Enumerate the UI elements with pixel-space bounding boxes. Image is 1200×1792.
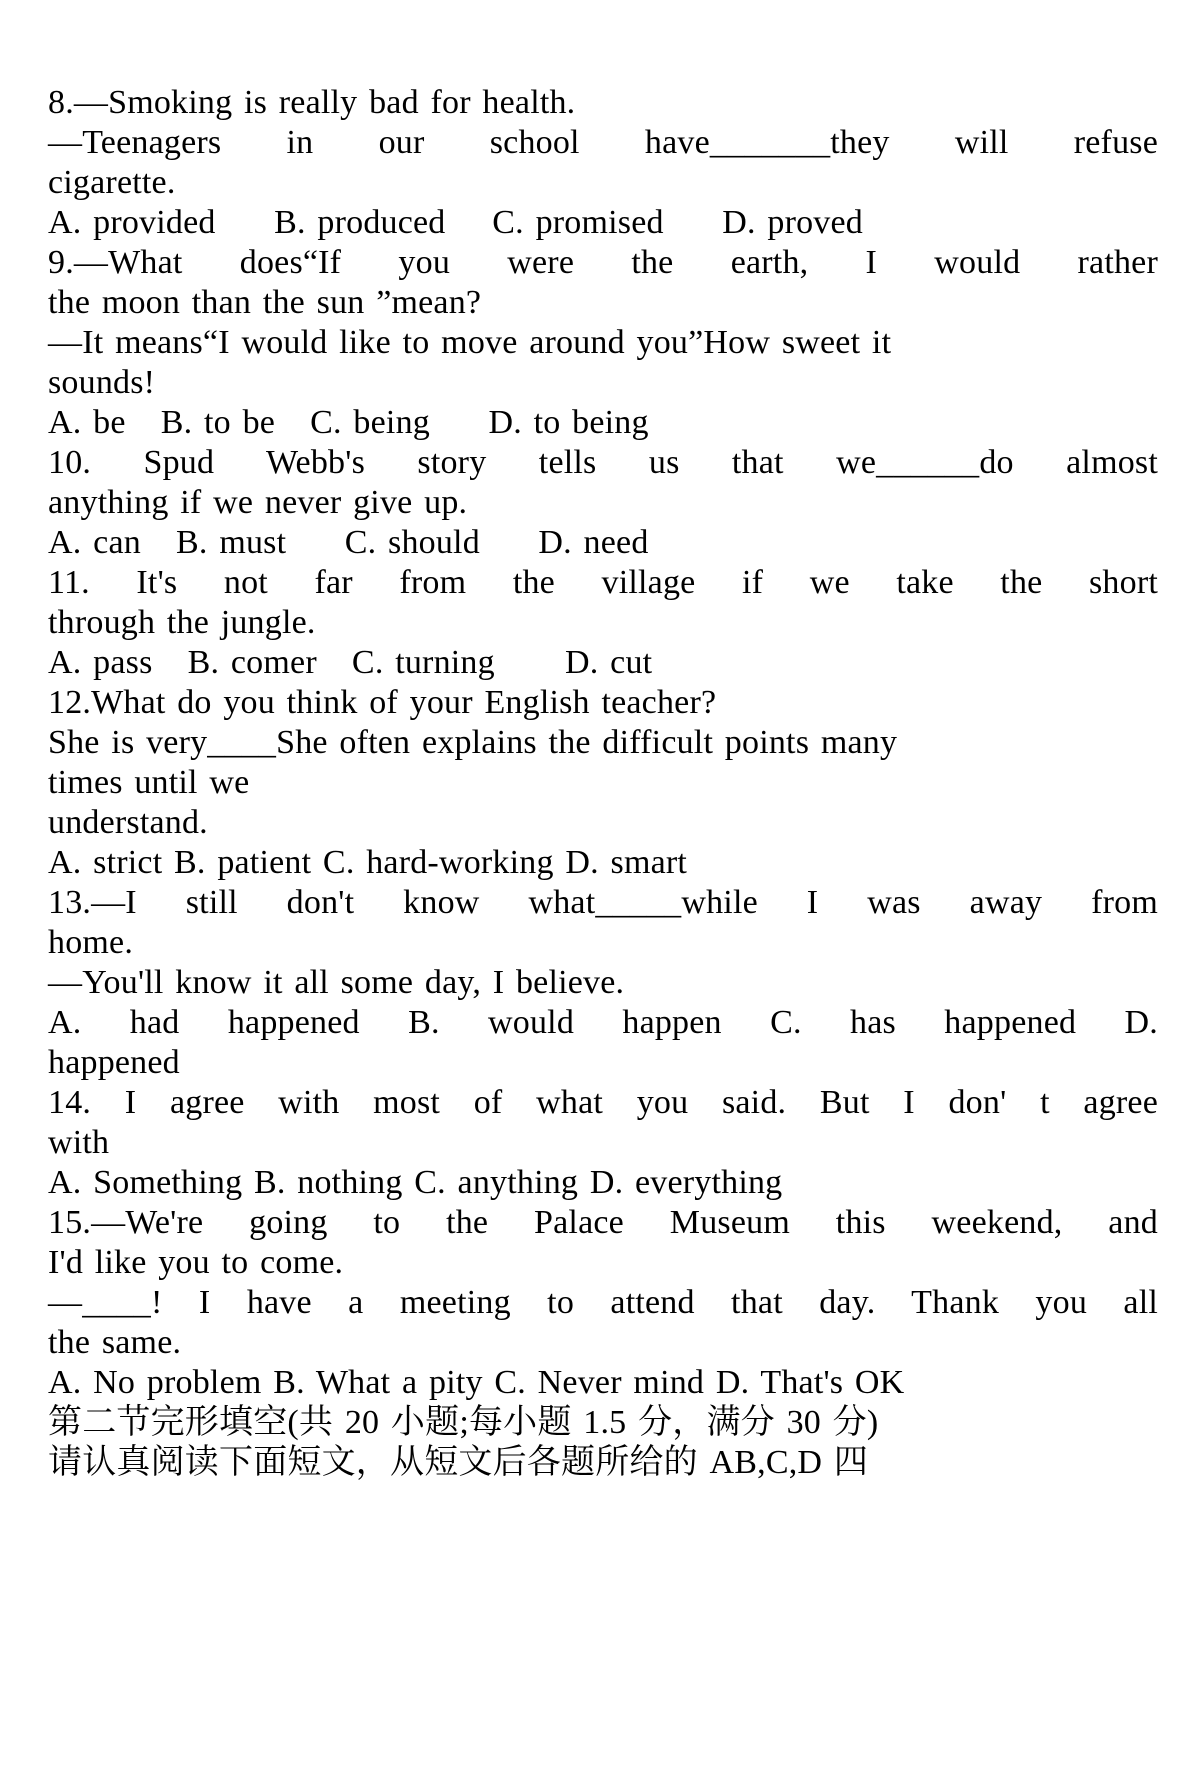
text-line: 9.—What does“If you were the earth, I would rather xyxy=(48,244,1158,281)
text-line: 13.—I still don't know what_____while I was away from xyxy=(48,884,1158,921)
text-line: understand. xyxy=(48,804,208,841)
text-line: 11. It's not far from the village if we take the short xyxy=(48,564,1158,601)
text-line: I'd like you to come. xyxy=(48,1244,344,1281)
text-line: times until we xyxy=(48,764,250,801)
text-line: 12.What do you think of your English teacher? xyxy=(48,684,717,721)
text-line: home. xyxy=(48,924,134,961)
text-line: A. can B. must C. should D. need xyxy=(48,524,649,561)
text-line: A. be B. to be C. being D. to being xyxy=(48,404,649,441)
text-line: 请认真阅读下面短文，从短文后各题所给的 AB,C,D 四 xyxy=(48,1444,869,1481)
text-line: 15.—We're going to the Palace Museum this weekend, and xyxy=(48,1204,1158,1241)
text-line: —____! I have a meeting to attend that day. Thank you all xyxy=(48,1284,1158,1321)
text-line: A. No problem B. What a pity C. Never mind D. That's OK xyxy=(48,1364,905,1401)
text-line: the moon than the sun ”mean? xyxy=(48,284,482,321)
document-body xyxy=(48,83,1158,1483)
text-line: A. strict B. patient C. hard-working D. smart xyxy=(48,844,688,881)
text-line: —Teenagers in our school have_______they will refuse xyxy=(48,124,1158,161)
text-line: the same. xyxy=(48,1324,182,1361)
text-line: 10. Spud Webb's story tells us that we______do almost xyxy=(48,444,1158,481)
text-line: anything if we never give up. xyxy=(48,484,468,521)
text-line: happened xyxy=(48,1044,180,1081)
text-line: A. Something B. nothing C. anything D. everything xyxy=(48,1164,783,1201)
text-line: cigarette. xyxy=(48,164,176,201)
text-line: A. had happened B. would happen C. has happened D. xyxy=(48,1004,1158,1041)
text-line: —It means“I would like to move around you”How sweet it xyxy=(48,324,892,361)
text-line: through the jungle. xyxy=(48,604,316,641)
text-line: —You'll know it all some day, I believe. xyxy=(48,964,625,1001)
text-line: A. pass B. comer C. turning D. cut xyxy=(48,644,653,681)
text-line: She is very____She often explains the difficult points many xyxy=(48,724,898,761)
text-line: sounds! xyxy=(48,364,156,401)
text-line: 第二节完形填空(共 20 小题;每小题 1.5 分，满分 30 分) xyxy=(48,1404,879,1441)
text-line: with xyxy=(48,1124,110,1161)
text-line: 8.—Smoking is really bad for health. xyxy=(48,84,576,121)
text-line: 14. I agree with most of what you said. But I don' t agree xyxy=(48,1084,1158,1121)
text-line: A. provided B. produced C. promised D. proved xyxy=(48,204,863,241)
